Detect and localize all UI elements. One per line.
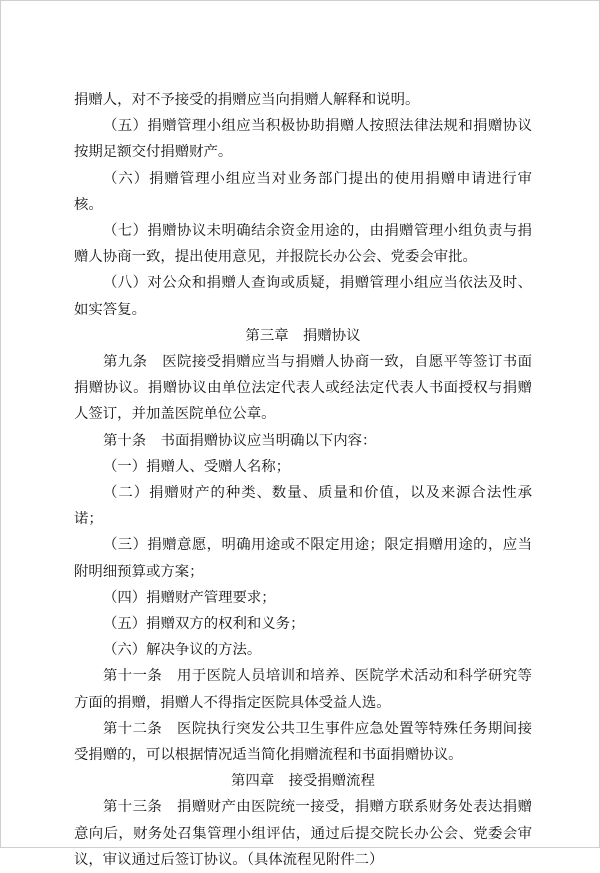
paragraph-item-8: （八）对公众和捐赠人查询或质疑，捐赠管理小组应当依法及时、如实答复。 xyxy=(74,275,532,318)
article-10-item-1: （一）捐赠人、受赠人名称； xyxy=(103,458,291,475)
article-9: 第九条 医院接受捐赠应当与捐赠人协商一致，自愿平等签订书面捐赠协议。捐赠协议由单位法定代表人或经法定代表人书面授权与捐赠人签订，并加盖医院单位公章。 xyxy=(74,354,532,423)
article-10-item-6: （六）解决争议的方法。 xyxy=(103,642,262,659)
document-body xyxy=(74,87,532,873)
paragraph-item-7: （七）捐赠协议未明确结余资金用途的，由捐赠管理小组负责与捐赠人协商一致，提出使用意见，并报院长办公会、党委会审批。 xyxy=(74,223,532,266)
chapter-heading-3: 第三章 捐赠协议 xyxy=(245,327,361,344)
article-10-item-3: （三）捐赠意愿，明确用途或不限定用途；限定捐赠用途的，应当附明细预算或方案； xyxy=(74,537,532,580)
article-10-item-5: （五）捐赠双方的权利和义务； xyxy=(103,616,305,633)
article-11: 第十一条 用于医院人员培训和培养、医院学术活动和科学研究等方面的捐赠，捐赠人不得指定医院具体受益人选。 xyxy=(74,668,532,711)
paragraph-continuation: 捐赠人，对不予接受的捐赠应当向捐赠人解释和说明。 xyxy=(74,92,420,108)
article-13: 第十三条 捐赠财产由医院统一接受，捐赠方联系财务处表达捐赠意向后，财务处召集管理小组评估，通过后提交院长办公会、党委会审议，审议通过后签订协议。（具体流程见附件二） xyxy=(74,799,532,868)
article-10-item-2: （二）捐赠财产的种类、数量、质量和价值，以及来源合法性承诺； xyxy=(74,485,532,528)
chapter-heading-4: 第四章 接受捐赠流程 xyxy=(231,773,375,790)
article-10: 第十条 书面捐赠协议应当明确以下内容： xyxy=(103,432,377,449)
article-10-item-4: （四）捐赠财产管理要求； xyxy=(103,589,276,606)
paragraph-item-5: （五）捐赠管理小组应当积极协助捐赠人按照法律法规和捐赠协议按期足额交付捐赠财产。 xyxy=(74,118,532,161)
paragraph-item-6: （六）捐赠管理小组应当对业务部门提出的使用捐赠申请进行审核。 xyxy=(74,170,532,213)
article-12: 第十二条 医院执行突发公共卫生事件应急处置等特殊任务期间接受捐赠的，可以根据情况适当简化捐赠流程和书面捐赠协议。 xyxy=(74,720,532,764)
